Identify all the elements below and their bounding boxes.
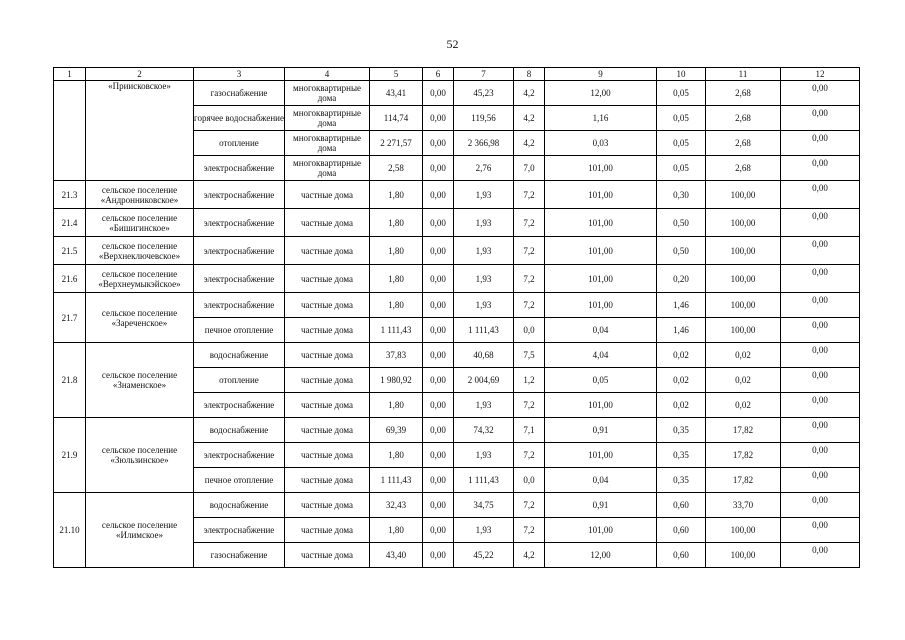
value-col9: 101,00 [545,265,657,293]
value-col12: 0,00 [781,343,860,368]
value-col11: 100,00 [706,237,781,265]
value-col11: 17,82 [706,468,781,493]
value-col9: 0,04 [545,318,657,343]
resource-name: водоснабжение [194,343,285,368]
value-col10: 0,35 [657,443,706,468]
value-col8: 4,2 [514,106,545,131]
column-header: 10 [657,68,706,81]
value-col11: 100,00 [706,181,781,209]
column-header: 12 [781,68,860,81]
value-col11: 2,68 [706,106,781,131]
value-col7: 1,93 [454,443,514,468]
housing-type: многоквартирные дома [285,156,370,181]
settlement-name: сельское поселение «Илимское» [86,493,194,568]
value-col5: 1,80 [370,293,423,318]
row-number: 21.8 [54,343,86,418]
housing-type: частные дома [285,518,370,543]
value-col7: 1,93 [454,237,514,265]
value-col12: 0,00 [781,81,860,106]
value-col12: 0,00 [781,518,860,543]
value-col7: 74,32 [454,418,514,443]
value-col8: 7,2 [514,443,545,468]
table-row [54,209,860,237]
value-col12: 0,00 [781,156,860,181]
resource-name: электроснабжение [194,156,285,181]
housing-type: частные дома [285,293,370,318]
settlement-name: сельское поселение «Знаменское» [86,343,194,418]
value-col6: 0,00 [423,265,454,293]
settlement-name: сельское поселение «Верхнеключевское» [86,237,194,265]
housing-type: частные дома [285,265,370,293]
value-col12: 0,00 [781,181,860,209]
value-col9: 101,00 [545,518,657,543]
value-col5: 1,80 [370,237,423,265]
value-col9: 0,04 [545,468,657,493]
resource-name: электроснабжение [194,209,285,237]
table-row [54,293,860,318]
value-col5: 43,40 [370,543,423,568]
row-number: 21.10 [54,493,86,568]
value-col11: 2,68 [706,156,781,181]
value-col10: 0,60 [657,543,706,568]
value-col7: 40,68 [454,343,514,368]
value-col8: 1,2 [514,368,545,393]
resource-name: электроснабжение [194,393,285,418]
value-col7: 2 366,98 [454,131,514,156]
value-col11: 17,82 [706,418,781,443]
housing-type: частные дома [285,237,370,265]
column-header: 7 [454,68,514,81]
value-col11: 2,68 [706,81,781,106]
table-row [54,418,860,443]
value-col11: 0,02 [706,343,781,368]
value-col12: 0,00 [781,318,860,343]
housing-type: частные дома [285,343,370,368]
row-number: 21.3 [54,181,86,209]
value-col5: 1 111,43 [370,468,423,493]
row-number: 21.4 [54,209,86,237]
value-col7: 1,93 [454,209,514,237]
table-row [54,181,860,209]
value-col11: 100,00 [706,543,781,568]
value-col10: 0,05 [657,156,706,181]
value-col9: 0,91 [545,418,657,443]
value-col11: 100,00 [706,265,781,293]
value-col8: 7,2 [514,209,545,237]
value-col10: 0,60 [657,518,706,543]
value-col6: 0,00 [423,131,454,156]
value-col8: 0,0 [514,468,545,493]
tariff-table [53,67,860,568]
housing-type: частные дома [285,443,370,468]
value-col9: 101,00 [545,237,657,265]
value-col9: 101,00 [545,293,657,318]
housing-type: частные дома [285,543,370,568]
value-col12: 0,00 [781,131,860,156]
value-col6: 0,00 [423,181,454,209]
value-col7: 1,93 [454,518,514,543]
value-col9: 101,00 [545,393,657,418]
value-col10: 0,05 [657,131,706,156]
value-col10: 0,05 [657,106,706,131]
value-col12: 0,00 [781,368,860,393]
value-col12: 0,00 [781,543,860,568]
value-col10: 0,02 [657,343,706,368]
value-col9: 101,00 [545,209,657,237]
value-col7: 2,76 [454,156,514,181]
column-header: 8 [514,68,545,81]
column-header: 2 [86,68,194,81]
value-col7: 34,75 [454,493,514,518]
value-col7: 1 111,43 [454,468,514,493]
table-row [54,343,860,368]
value-col7: 2 004,69 [454,368,514,393]
table-row [54,237,860,265]
resource-name: газоснабжение [194,81,285,106]
table-row [54,265,860,293]
value-col6: 0,00 [423,156,454,181]
resource-name: водоснабжение [194,418,285,443]
value-col12: 0,00 [781,265,860,293]
value-col8: 7,2 [514,518,545,543]
resource-name: печное отопление [194,318,285,343]
value-col7: 45,23 [454,81,514,106]
value-col10: 0,35 [657,468,706,493]
value-col10: 0,02 [657,368,706,393]
resource-name: печное отопление [194,468,285,493]
value-col10: 0,20 [657,265,706,293]
page-number: 52 [446,37,459,51]
value-col11: 2,68 [706,131,781,156]
value-col10: 0,35 [657,418,706,443]
value-col11: 0,02 [706,393,781,418]
settlement-name: сельское поселение «Андронниковское» [86,181,194,209]
row-number: 21.9 [54,418,86,493]
value-col12: 0,00 [781,237,860,265]
value-col9: 1,16 [545,106,657,131]
value-col8: 0,0 [514,318,545,343]
value-col12: 0,00 [781,293,860,318]
column-header: 5 [370,68,423,81]
settlement-name: сельское поселение «Зареченское» [86,293,194,343]
value-col10: 0,05 [657,81,706,106]
value-col7: 45,22 [454,543,514,568]
column-header: 9 [545,68,657,81]
value-col10: 0,60 [657,493,706,518]
value-col9: 101,00 [545,443,657,468]
value-col9: 12,00 [545,543,657,568]
housing-type: многоквартирные дома [285,81,370,106]
resource-name: газоснабжение [194,543,285,568]
housing-type: многоквартирные дома [285,131,370,156]
value-col5: 2,58 [370,156,423,181]
value-col6: 0,00 [423,318,454,343]
value-col8: 4,2 [514,131,545,156]
value-col11: 0,02 [706,368,781,393]
column-header: 1 [54,68,86,81]
value-col8: 4,2 [514,543,545,568]
value-col8: 4,2 [514,81,545,106]
value-col9: 0,05 [545,368,657,393]
value-col10: 0,02 [657,393,706,418]
value-col12: 0,00 [781,468,860,493]
value-col10: 1,46 [657,293,706,318]
value-col5: 1,80 [370,181,423,209]
value-col9: 4,04 [545,343,657,368]
housing-type: частные дома [285,368,370,393]
table-row [54,493,860,518]
resource-name: электроснабжение [194,518,285,543]
value-col7: 1 111,43 [454,318,514,343]
value-col9: 101,00 [545,181,657,209]
value-col8: 7,5 [514,343,545,368]
value-col8: 7,2 [514,181,545,209]
value-col9: 0,03 [545,131,657,156]
value-col11: 33,70 [706,493,781,518]
value-col10: 1,46 [657,318,706,343]
value-col6: 0,00 [423,237,454,265]
value-col8: 7,2 [514,265,545,293]
housing-type: частные дома [285,393,370,418]
value-col6: 0,00 [423,518,454,543]
value-col9: 0,91 [545,493,657,518]
row-number: 21.7 [54,293,86,343]
row-number [54,81,86,181]
housing-type: частные дома [285,468,370,493]
column-header: 6 [423,68,454,81]
value-col5: 1,80 [370,393,423,418]
value-col5: 2 271,57 [370,131,423,156]
resource-name: водоснабжение [194,493,285,518]
column-header: 3 [194,68,285,81]
value-col11: 100,00 [706,518,781,543]
value-col5: 69,39 [370,418,423,443]
value-col6: 0,00 [423,293,454,318]
value-col7: 1,93 [454,181,514,209]
resource-name: электроснабжение [194,443,285,468]
value-col5: 32,43 [370,493,423,518]
value-col12: 0,00 [781,418,860,443]
settlement-name: «Приисковское» [86,81,194,181]
value-col7: 1,93 [454,265,514,293]
table-body [54,81,860,568]
value-col11: 100,00 [706,293,781,318]
resource-name: отопление [194,368,285,393]
row-number: 21.5 [54,237,86,265]
value-col5: 114,74 [370,106,423,131]
value-col9: 101,00 [545,156,657,181]
housing-type: многоквартирные дома [285,106,370,131]
value-col11: 100,00 [706,318,781,343]
value-col6: 0,00 [423,343,454,368]
resource-name: горячее водоснабжение [194,106,285,131]
resource-name: электроснабжение [194,293,285,318]
settlement-name: сельское поселение «Бишигинское» [86,209,194,237]
value-col8: 7,2 [514,393,545,418]
value-col5: 43,41 [370,81,423,106]
settlement-name: сельское поселение «Зюльзинское» [86,418,194,493]
housing-type: частные дома [285,209,370,237]
value-col7: 1,93 [454,393,514,418]
column-header: 4 [285,68,370,81]
value-col12: 0,00 [781,209,860,237]
value-col7: 119,56 [454,106,514,131]
value-col5: 1,80 [370,443,423,468]
value-col6: 0,00 [423,493,454,518]
column-numbers-row [54,68,860,81]
value-col6: 0,00 [423,81,454,106]
housing-type: частные дома [285,318,370,343]
value-col6: 0,00 [423,543,454,568]
value-col12: 0,00 [781,443,860,468]
table-row [54,81,860,106]
value-col8: 7,2 [514,237,545,265]
value-col5: 1 111,43 [370,318,423,343]
value-col6: 0,00 [423,393,454,418]
resource-name: электроснабжение [194,181,285,209]
value-col8: 7,1 [514,418,545,443]
value-col10: 0,50 [657,209,706,237]
value-col8: 7,2 [514,493,545,518]
value-col12: 0,00 [781,106,860,131]
value-col12: 0,00 [781,393,860,418]
value-col5: 1,80 [370,265,423,293]
value-col10: 0,30 [657,181,706,209]
value-col11: 17,82 [706,443,781,468]
value-col6: 0,00 [423,468,454,493]
value-col6: 0,00 [423,443,454,468]
resource-name: электроснабжение [194,265,285,293]
value-col10: 0,50 [657,237,706,265]
value-col8: 7,0 [514,156,545,181]
housing-type: частные дома [285,493,370,518]
settlement-name: сельское поселение «Верхнеумыкэйское» [86,265,194,293]
resource-name: электроснабжение [194,237,285,265]
row-number: 21.6 [54,265,86,293]
value-col6: 0,00 [423,106,454,131]
value-col8: 7,2 [514,293,545,318]
value-col6: 0,00 [423,418,454,443]
housing-type: частные дома [285,418,370,443]
value-col5: 1 980,92 [370,368,423,393]
column-header: 11 [706,68,781,81]
value-col5: 1,80 [370,209,423,237]
value-col7: 1,93 [454,293,514,318]
value-col5: 1,80 [370,518,423,543]
value-col11: 100,00 [706,209,781,237]
value-col12: 0,00 [781,493,860,518]
housing-type: частные дома [285,181,370,209]
value-col5: 37,83 [370,343,423,368]
value-col9: 12,00 [545,81,657,106]
value-col6: 0,00 [423,368,454,393]
value-col6: 0,00 [423,209,454,237]
resource-name: отопление [194,131,285,156]
